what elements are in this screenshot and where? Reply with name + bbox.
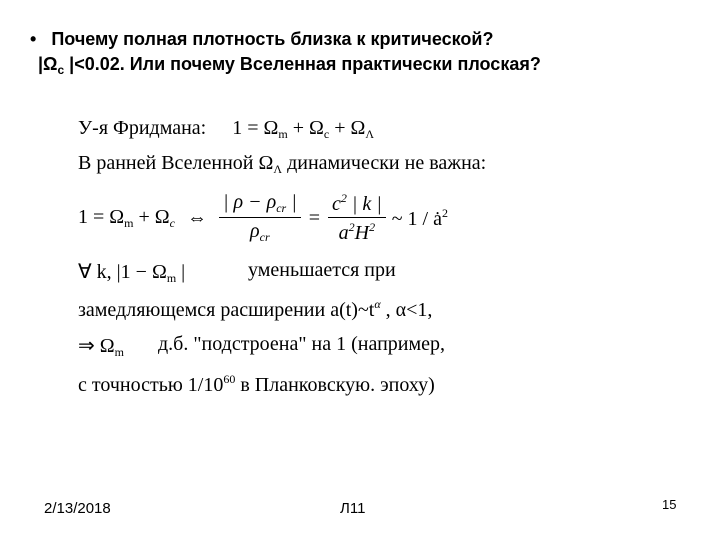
friedmann-label: У-я Фридмана: bbox=[78, 117, 207, 139]
early-universe-line bbox=[78, 152, 486, 177]
forall-expression: ∀ k, $|1 - \Omega_m$ | bbox=[78, 261, 186, 285]
decelerating-expansion-line: замедляющемся расширении $a(t)\sim t^\alpha$ , α<1, bbox=[78, 297, 433, 321]
equals-symbol: = bbox=[308, 206, 320, 229]
friedmann-equation: $1 = \Omega_m + \Omega_c + \Omega_\Lambda$ bbox=[232, 117, 375, 141]
omega-abs-prefix: |Ω bbox=[38, 54, 58, 74]
forall-line bbox=[78, 259, 185, 286]
implies-omega: ⇒ $\Omega_m$ bbox=[78, 335, 124, 359]
early-universe-suffix: динамически не важна: bbox=[282, 152, 487, 174]
proportional-tail: ~ $1 / ȧ^2$ bbox=[391, 205, 448, 230]
iff-symbol: ⇔ bbox=[186, 206, 207, 229]
decreases-text: уменьшается при bbox=[248, 259, 396, 281]
footer-date: 2/13/2018 bbox=[44, 500, 111, 517]
slide-title-line2 bbox=[38, 54, 541, 77]
precision-line: с точностью $1/10^{60}$ в Планковскую. эпоху) bbox=[78, 372, 435, 396]
slide-title-line1 bbox=[30, 29, 493, 50]
curvature-fraction: $\frac{c^2 | k |}{a^2H^2}$ bbox=[328, 191, 386, 245]
lambda-subscript: Λ bbox=[273, 162, 283, 176]
title-question-2: |<0.02. Или почему Вселенная практически плоская? bbox=[64, 54, 541, 74]
fine-tuned-text: д.б. "подстроена" на 1 (например, bbox=[158, 333, 446, 355]
eq-lhs: $1 = \Omega_m + \Omega_c$ bbox=[78, 205, 175, 230]
footer-lecture: Л11 bbox=[340, 500, 366, 517]
density-fraction: $\frac{| \rho - \rho_{cr} |}{\rho_{cr}}$ bbox=[219, 191, 301, 245]
early-universe-prefix: В ранней Вселенной Ω bbox=[78, 152, 274, 174]
critical-density-equation bbox=[78, 186, 448, 250]
footer-page-number: 15 bbox=[662, 497, 677, 512]
title-question-1: Почему полная плотность близка к критической? bbox=[51, 29, 494, 49]
friedmann-line bbox=[78, 117, 374, 142]
title-bullet: • bbox=[30, 29, 37, 49]
omega-c-subscript: c bbox=[57, 63, 65, 77]
implies-line bbox=[78, 333, 124, 360]
